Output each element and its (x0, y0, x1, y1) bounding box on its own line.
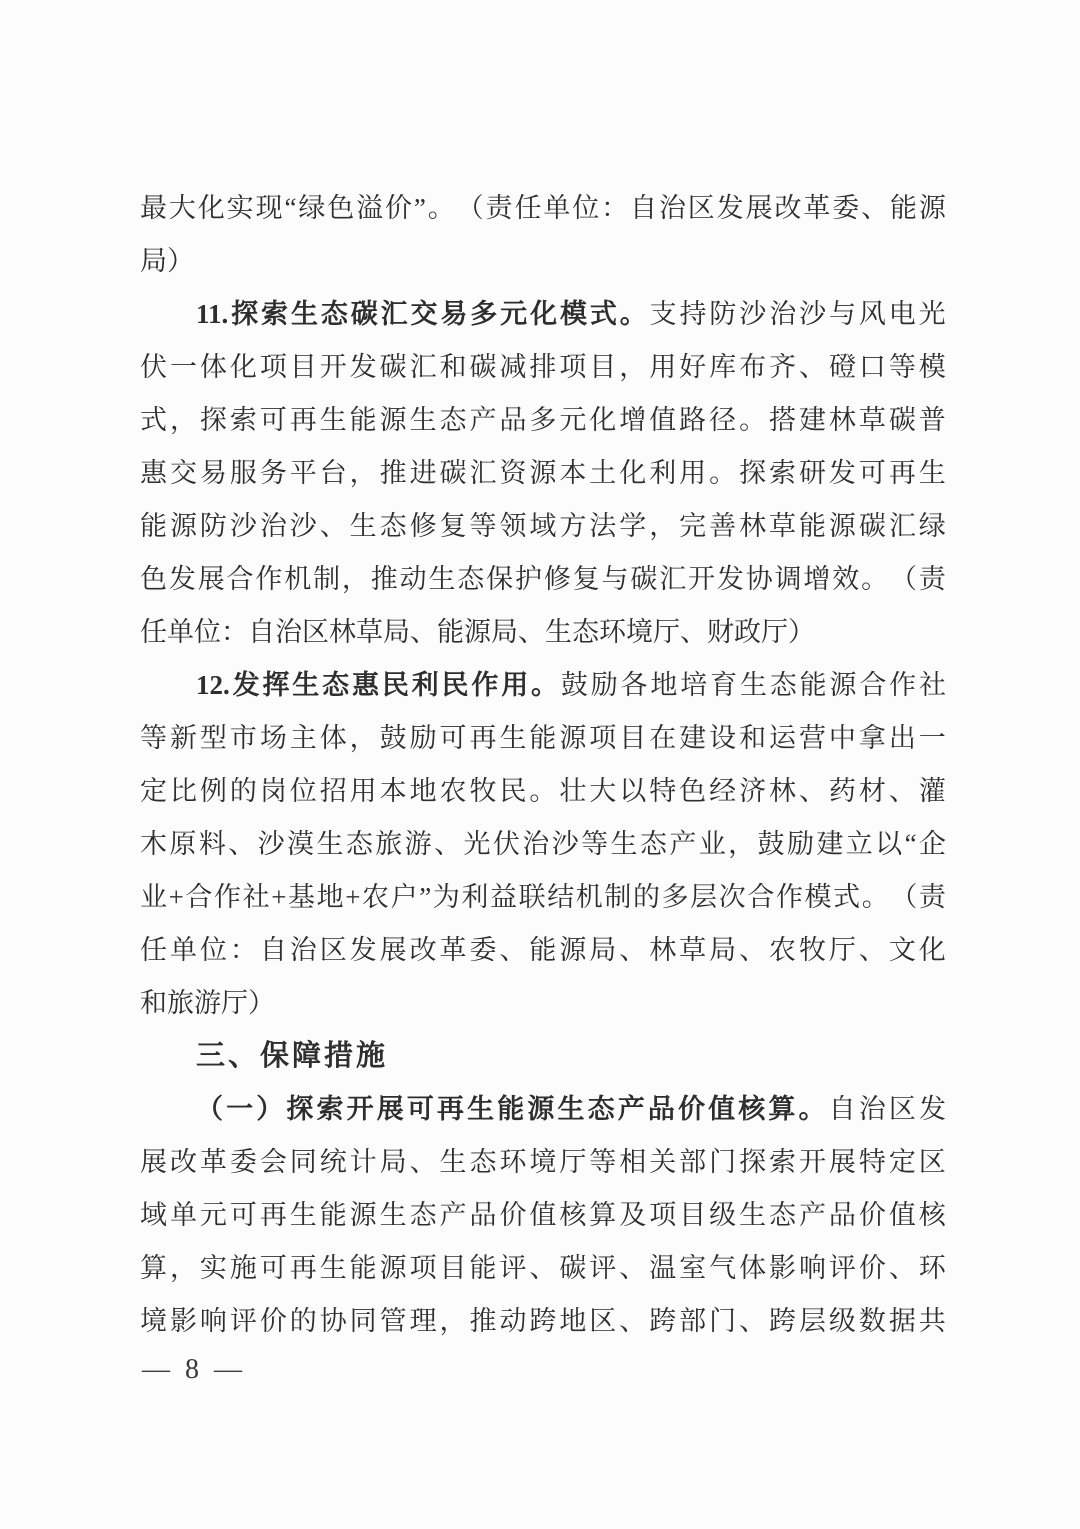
text-line: 色 发 展 合 作 机 制 ， 推 动 生 态 保 护 修 复 与 碳 汇 开 发 协 调 增 效 。 （ 责 (140, 564, 946, 594)
text-line: 境 影 响 评 价 的 协 同 管 理 ， 推 动 跨 地 区 、 跨 部 门 、 跨 层 级 数 据 共 (140, 1306, 946, 1336)
text-line: 展 改 革 委 会 同 统 计 局 、 生 态 环 境 厅 等 相 关 部 门 探 索 开 展 特 定 区 (140, 1147, 946, 1177)
text-line: （ 一 ） 探 索 开 展 可 再 生 能 源 生 态 产 品 价 值 核 算 。 自 治 区 发 (196, 1094, 946, 1124)
text-line: 等 新 型 市 场 主 体 ， 鼓 励 可 再 生 能 源 项 目 在 建 设 和 运 营 中 拿 出 一 (140, 723, 946, 753)
page-number: — 8 — (142, 1354, 246, 1385)
text-line: 和旅游厅） (140, 988, 275, 1018)
text-line: 惠 交 易 服 务 平 台 ， 推 进 碳 汇 资 源 本 土 化 利 用 。 探 索 研 发 可 再 生 (140, 458, 946, 488)
text-line: 任单位：自治区林草局、能源局、生态环境厅、财政厅） (140, 617, 815, 647)
text-line: 域 单 元 可 再 生 能 源 生 态 产 品 价 值 核 算 及 项 目 级 生 态 产 品 价 值 核 (140, 1200, 946, 1230)
text-line: 伏 一 体 化 项 目 开 发 碳 汇 和 碳 减 排 项 目 ， 用 好 库 布 齐 、 磴 口 等 模 (140, 352, 946, 382)
text-line: 三、保障措施 (196, 1040, 389, 1072)
text-line: 12. 发 挥 生 态 惠 民 利 民 作 用 。 鼓 励 各 地 培 育 生 态 能 源 合 作 社 (196, 670, 946, 700)
text-line: 算 ， 实 施 可 再 生 能 源 项 目 能 评 、 碳 评 、 温 室 气 体 影 响 评 价 、 环 (140, 1253, 946, 1283)
text-line: 局） (140, 246, 194, 276)
text-line: 11. 探 索 生 态 碳 汇 交 易 多 元 化 模 式 。 支 持 防 沙 治 沙 与 风 电 光 (196, 299, 946, 329)
text-line: 能 源 防 沙 治 沙 、 生 态 修 复 等 领 域 方 法 学 ， 完 善 林 草 能 源 碳 汇 绿 (140, 511, 946, 541)
document-lines (140, 182, 946, 1348)
text-line: 任 单 位 ： 自 治 区 发 展 改 革 委 、 能 源 局 、 林 草 局 、 农 牧 厅 、 文 化 (140, 935, 946, 965)
text-line: 木 原 料 、 沙 漠 生 态 旅 游 、 光 伏 治 沙 等 生 态 产 业 ， 鼓 励 建 立 以 “ 企 (140, 829, 946, 859)
text-line: 业 + 合 作 社 + 基 地 + 农 户 ” 为 利 益 联 结 机 制 的 多 层 次 合 作 模 式 。 （ 责 (140, 882, 946, 912)
text-line: 最 大 化 实 现 “ 绿 色 溢 价 ” 。 （ 责 任 单 位 ： 自 治 区 发 展 改 革 委 、 能 源 (140, 193, 946, 223)
text-line: 定 比 例 的 岗 位 招 用 本 地 农 牧 民 。 壮 大 以 特 色 经 济 林 、 药 材 、 灌 (140, 776, 946, 806)
text-line: 式 ， 探 索 可 再 生 能 源 生 态 产 品 多 元 化 增 值 路 径 。 搭 建 林 草 碳 普 (140, 405, 946, 435)
